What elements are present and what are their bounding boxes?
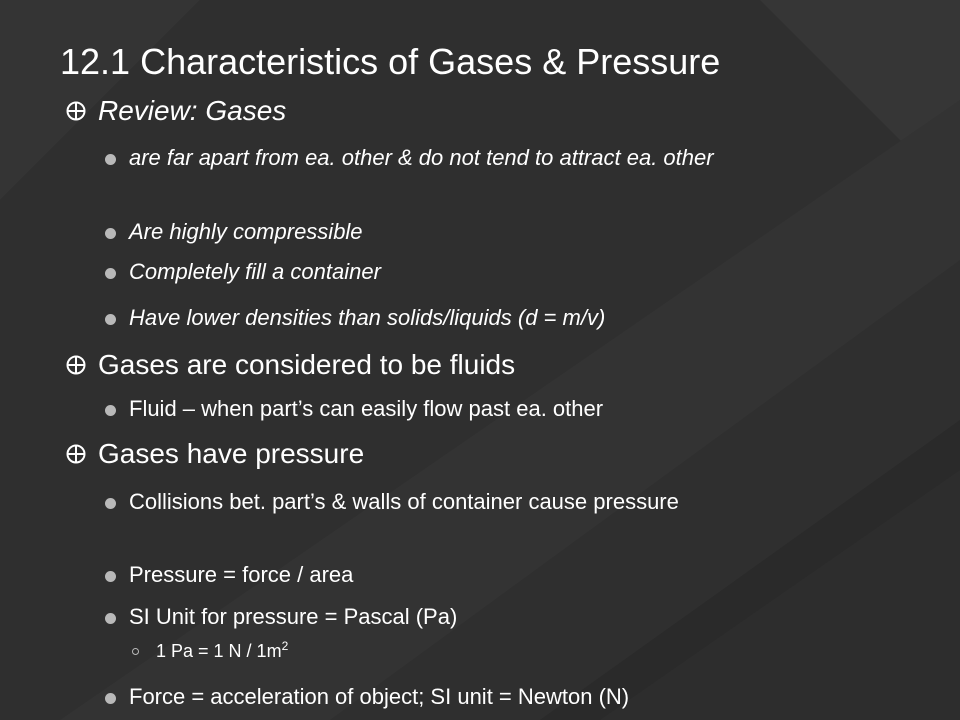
list-item-text: Fluid – when part’s can easily flow past ea. other (129, 396, 604, 421)
section-heading-text: Gases have pressure (98, 438, 365, 469)
bullet-dot (105, 693, 116, 704)
circled-cross-icon (66, 101, 86, 121)
list-item-text: Pressure = force / area (129, 562, 354, 587)
list-item-text: Collisions bet. part’s & walls of container cause pressure (129, 489, 679, 514)
list-item-text: Completely fill a container (129, 259, 381, 284)
bullet-dot (105, 314, 116, 325)
section-heading-text: Gases are considered to be fluids (98, 349, 516, 380)
slide-title: 12.1 Characteristics of Gases & Pressure (60, 41, 721, 82)
list-item-text: SI Unit for pressure = Pascal (Pa) (129, 604, 458, 629)
bullet-dot (105, 613, 116, 624)
bullet-dot (105, 268, 116, 279)
list-item-text: Are highly compressible (129, 219, 363, 244)
hollow-bullet (132, 648, 139, 655)
bullet-dot (105, 228, 116, 239)
formula-superscript: 2 (281, 639, 289, 653)
bullet-dot (105, 571, 116, 582)
list-item-text: are far apart from ea. other & do not tend to attract ea. other (129, 145, 714, 170)
section-heading-text: Review: Gases (98, 95, 287, 126)
bullet-dot (105, 498, 116, 509)
list-item-text: Have lower densities than solids/liquids (d = m/v) (129, 305, 606, 330)
bullet-dot (105, 154, 116, 165)
bullet-dot (105, 405, 116, 416)
list-item-text: Force = acceleration of object; SI unit = Newton (N) (129, 684, 630, 709)
circled-cross-icon (66, 444, 86, 464)
sub-list-item-text (156, 640, 288, 662)
formula-text: 1 Pa = 1 N / 1m (156, 641, 282, 661)
circled-cross-icon (66, 355, 86, 375)
